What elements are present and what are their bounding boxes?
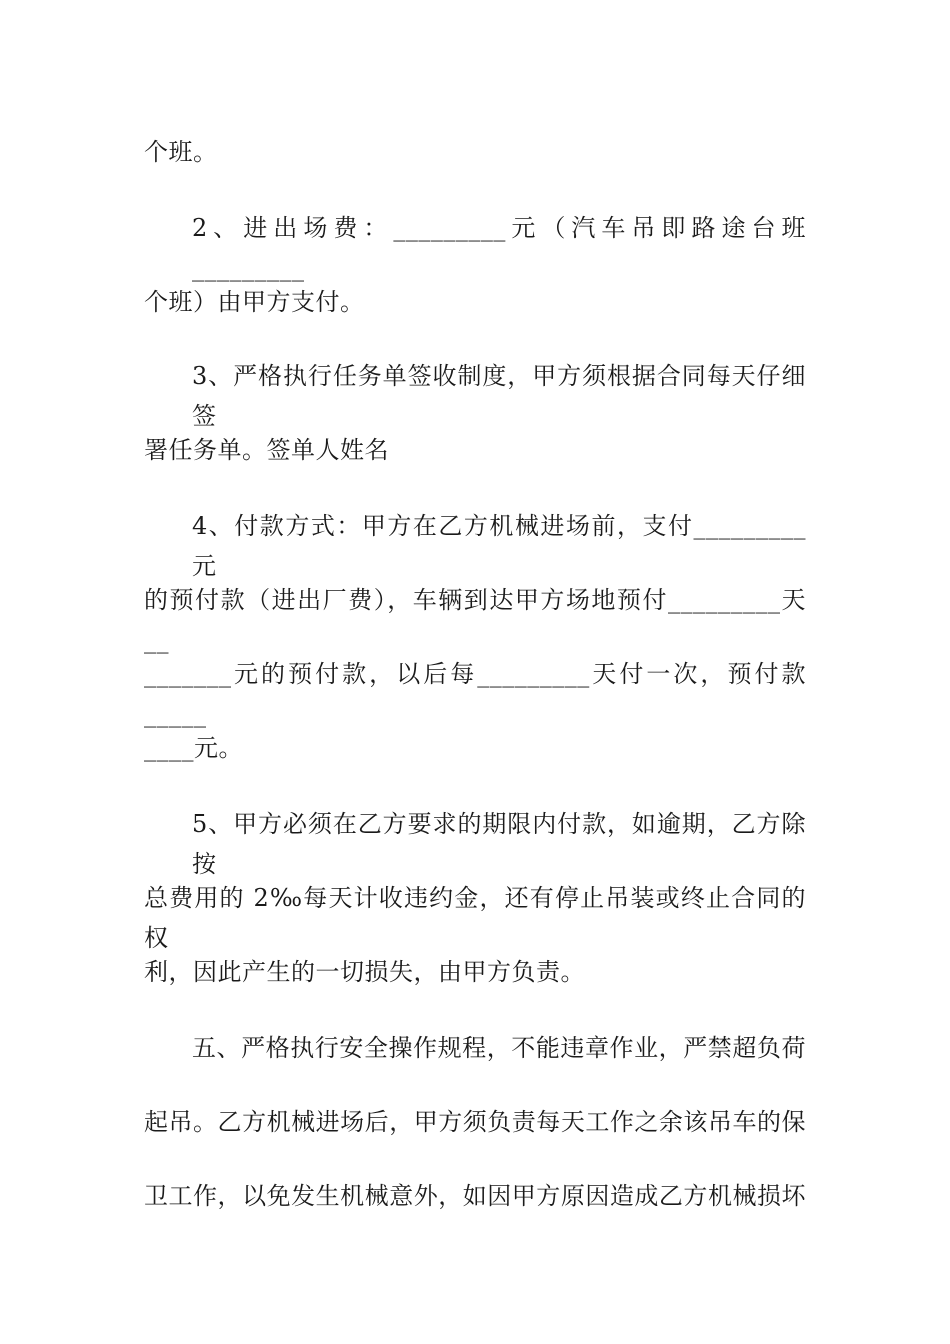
text-line: ____元。: [144, 734, 243, 762]
text-line: 4、付款方式：甲方在乙方机械进场前，支付_________元: [192, 512, 806, 580]
text-line: 卫工作，以免发生机械意外，如因甲方原因造成乙方机械损坏: [144, 1182, 806, 1210]
text-line: 3、严格执行任务单签收制度，甲方须根据合同每天仔细签: [192, 362, 806, 430]
text-line: 2、进出场费：_________元（汽车吊即路途台班_________: [192, 214, 806, 282]
text-line: _______元的预付款，以后每_________天付一次，预付款_____: [144, 660, 806, 728]
text-line: 5、甲方必须在乙方要求的期限内付款，如逾期，乙方除按: [192, 810, 806, 878]
text-line: 五、严格执行安全操作规程，不能违章作业，严禁超负荷: [192, 1034, 806, 1062]
text-line: 署任务单。签单人姓名: [144, 436, 389, 464]
text-line: 总费用的 2‰每天计收违约金，还有停止吊装或终止合同的权: [144, 884, 806, 952]
text-line: 的预付款（进出厂费），车辆到达甲方场地预付_________天__: [144, 586, 806, 654]
text-line: 个班）由甲方支付。: [144, 288, 365, 316]
text-line: 利，因此产生的一切损失，由甲方负责。: [144, 958, 585, 986]
text-line: 起吊。乙方机械进场后，甲方须负责每天工作之余该吊车的保: [144, 1108, 806, 1136]
text-line: 个班。: [144, 138, 218, 166]
